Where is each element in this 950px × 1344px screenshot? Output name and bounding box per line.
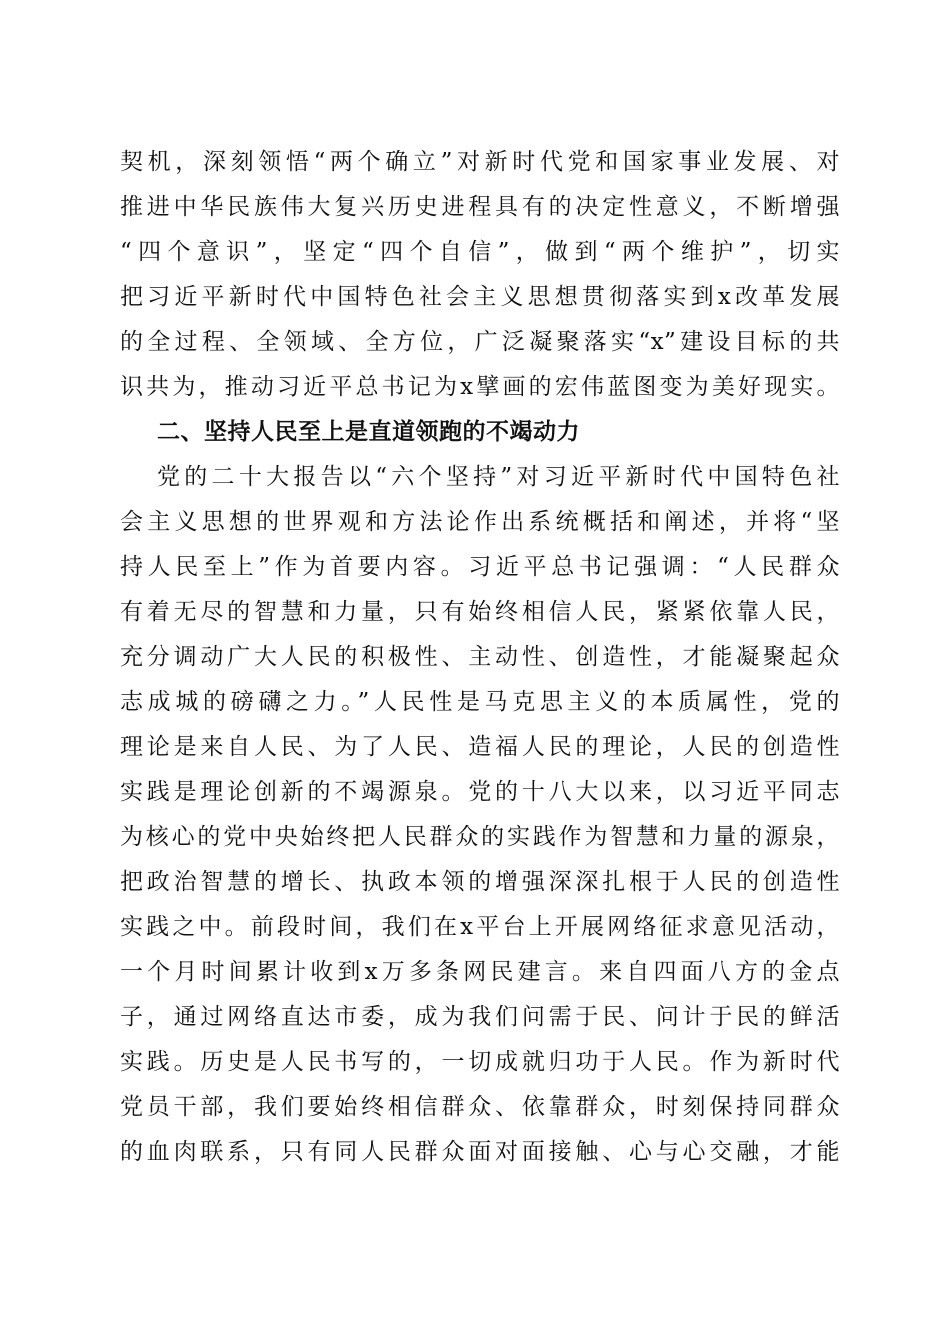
paragraph-line: 党的二十大报告以“六个坚持”对习近平新时代中国特色社 bbox=[157, 464, 840, 490]
paragraph-line: “四个意识”，坚定“四个自信”，做到“两个维护”，切实 bbox=[120, 239, 840, 265]
paragraph-line: 党员干部，我们要始终相信群众、依靠群众，时刻保持同群众 bbox=[120, 1094, 840, 1120]
paragraph-line: 的全过程、全领域、全方位，广泛凝聚落实“x”建设目标的共 bbox=[120, 329, 840, 355]
paragraph-line: 把习近平新时代中国特色社会主义思想贯彻落实到x改革发展 bbox=[120, 284, 840, 310]
paragraph-line: 理论是来自人民、为了人民、造福人民的理论，人民的创造性 bbox=[120, 734, 840, 760]
paragraph-line: 的血肉联系，只有同人民群众面对面接触、心与心交融，才能 bbox=[120, 1139, 840, 1165]
paragraph-line: 契机，深刻领悟“两个确立”对新时代党和国家事业发展、对 bbox=[120, 149, 840, 175]
paragraph-line: 把政治智慧的增长、执政本领的增强深深扎根于人民的创造性 bbox=[120, 869, 840, 895]
paragraph-line: 识共为，推动习近平总书记为x擘画的宏伟蓝图变为美好现实。 bbox=[120, 374, 840, 400]
section-heading: 二、坚持人民至上是直道领跑的不竭动力 bbox=[157, 419, 580, 445]
paragraph-line: 会主义思想的世界观和方法论作出系统概括和阐述，并将“坚 bbox=[120, 509, 840, 535]
paragraph-line: 实践之中。前段时间，我们在x平台上开展网络征求意见活动， bbox=[120, 914, 840, 940]
paragraph-line: 为核心的党中央始终把人民群众的实践作为智慧和力量的源泉， bbox=[120, 824, 840, 850]
paragraph-line: 有着无尽的智慧和力量，只有始终相信人民，紧紧依靠人民， bbox=[120, 599, 840, 625]
paragraph-line: 充分调动广大人民的积极性、主动性、创造性，才能凝聚起众 bbox=[120, 644, 840, 670]
paragraph-line: 一个月时间累计收到x万多条网民建言。来自四面八方的金点 bbox=[120, 959, 840, 985]
paragraph-line: 实践是理论创新的不竭源泉。党的十八大以来，以习近平同志 bbox=[120, 779, 840, 805]
paragraph-line: 实践。历史是人民书写的，一切成就归功于人民。作为新时代 bbox=[120, 1049, 840, 1075]
paragraph-line: 志成城的磅礴之力。”人民性是马克思主义的本质属性，党的 bbox=[120, 689, 840, 715]
paragraph-line: 子，通过网络直达市委，成为我们问需于民、问计于民的鲜活 bbox=[120, 1004, 840, 1030]
paragraph-line: 持人民至上”作为首要内容。习近平总书记强调：“人民群众 bbox=[120, 554, 840, 580]
paragraph-line: 推进中华民族伟大复兴历史进程具有的决定性意义，不断增强 bbox=[120, 194, 840, 220]
